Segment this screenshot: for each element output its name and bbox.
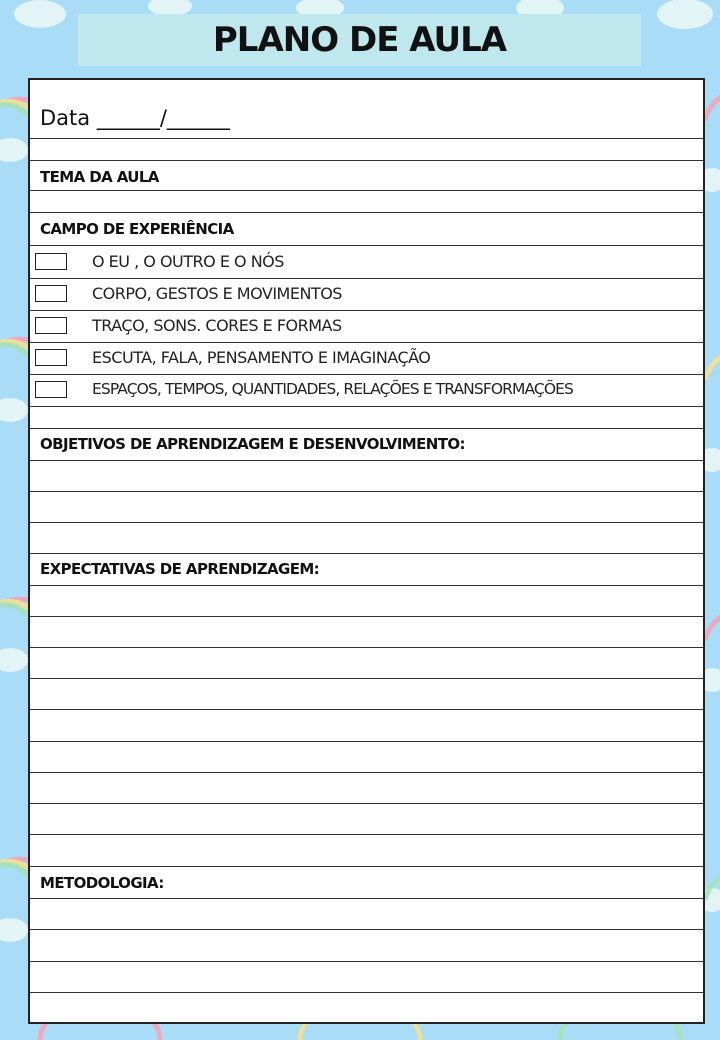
checkbox[interactable] — [35, 253, 67, 270]
divider — [30, 212, 703, 213]
experience-option-label: ESCUTA, FALA, PENSAMENTO E IMAGINAÇÃO — [92, 348, 431, 367]
experience-option[interactable] — [30, 310, 703, 342]
lesson-plan-sheet — [28, 78, 705, 1024]
writing-line — [30, 866, 703, 867]
experience-option-label: TRAÇO, SONS. CORES E FORMAS — [92, 316, 342, 335]
page-title: PLANO DE AULA — [212, 20, 507, 60]
expectations-label: EXPECTATIVAS DE APRENDIZAGEM: — [40, 560, 320, 578]
divider — [30, 160, 703, 161]
experience-field-label: CAMPO DE EXPERIÊNCIA — [40, 220, 234, 238]
theme-label: TEMA DA AULA — [40, 168, 159, 186]
experience-option-label: ESPAÇOS, TEMPOS, QUANTIDADES, RELAÇÕES E TRANSFORMAÇÕES — [92, 380, 573, 398]
experience-option[interactable] — [30, 342, 703, 374]
divider — [30, 428, 703, 429]
experience-option-label: O EU , O OUTRO E O NÓS — [92, 252, 284, 271]
divider — [30, 585, 703, 586]
writing-line — [30, 553, 703, 554]
methodology-label: METODOLOGIA: — [40, 874, 164, 892]
writing-line — [30, 992, 703, 993]
title-band — [78, 14, 641, 66]
checkbox[interactable] — [35, 285, 67, 302]
experience-option[interactable] — [30, 374, 703, 406]
writing-line — [30, 772, 703, 773]
objectives-label: OBJETIVOS DE APRENDIZAGEM E DESENVOLVIMENTO: — [40, 435, 465, 453]
writing-line — [30, 678, 703, 679]
divider — [30, 190, 703, 191]
checkbox[interactable] — [35, 349, 67, 366]
writing-line — [30, 741, 703, 742]
checkbox[interactable] — [35, 381, 67, 398]
writing-line — [30, 929, 703, 930]
experience-option[interactable] — [30, 278, 703, 310]
divider — [30, 406, 703, 407]
writing-line — [30, 491, 703, 492]
writing-line — [30, 834, 703, 835]
writing-line — [30, 522, 703, 523]
experience-option-label: CORPO, GESTOS E MOVIMENTOS — [92, 284, 342, 303]
writing-line — [30, 647, 703, 648]
writing-line — [30, 709, 703, 710]
date-field[interactable]: Data ______/______ — [40, 106, 230, 130]
writing-line — [30, 961, 703, 962]
checkbox[interactable] — [35, 317, 67, 334]
writing-line — [30, 803, 703, 804]
writing-line — [30, 616, 703, 617]
divider — [30, 138, 703, 139]
divider — [30, 460, 703, 461]
divider — [30, 898, 703, 899]
experience-option[interactable] — [30, 246, 703, 278]
